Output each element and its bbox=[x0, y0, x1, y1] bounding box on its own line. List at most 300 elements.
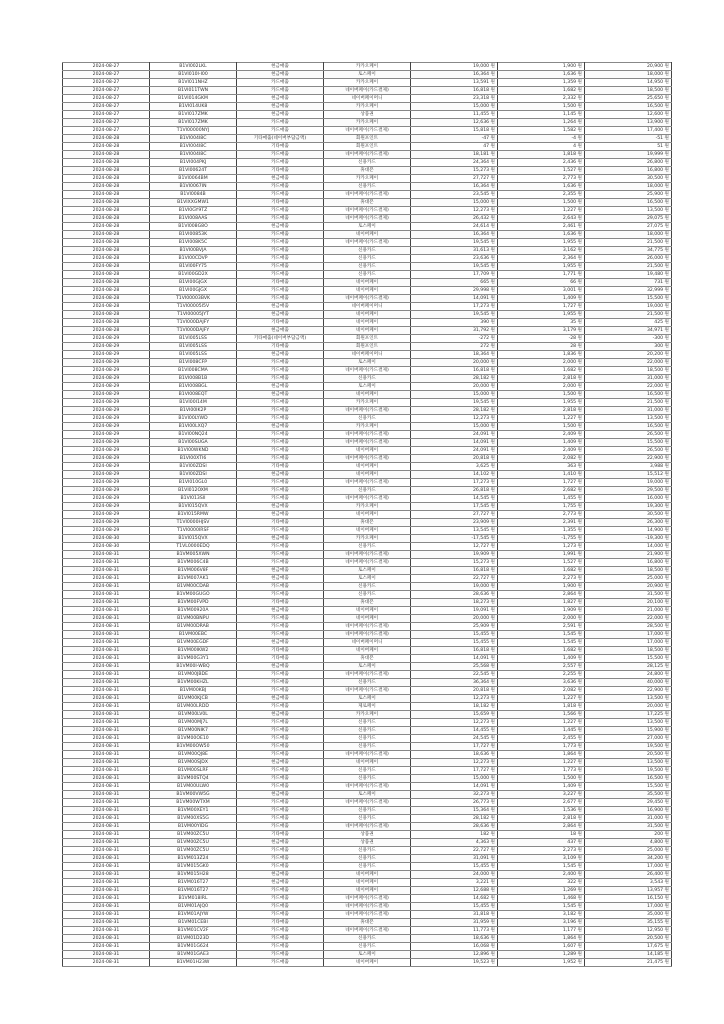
amount-value: 300 bbox=[654, 344, 664, 349]
order-id-cell: B1VM00FVPD bbox=[150, 599, 237, 607]
amount-value: 26,432 bbox=[473, 216, 490, 221]
currency-unit: 원 bbox=[490, 208, 495, 213]
vat-cell bbox=[498, 367, 585, 375]
supply-amount-cell bbox=[411, 735, 498, 743]
amount-value: 15,000 bbox=[473, 104, 490, 109]
supply-amount-cell bbox=[411, 447, 498, 455]
currency-unit: 원 bbox=[490, 880, 495, 885]
currency-unit: 원 bbox=[664, 896, 669, 901]
currency-unit: 원 bbox=[577, 888, 582, 893]
payment-method-cell: 상품권 bbox=[324, 839, 411, 847]
currency-unit: 원 bbox=[490, 200, 495, 205]
date-cell: 2024-08-30 bbox=[63, 543, 150, 551]
currency-unit: 원 bbox=[577, 328, 582, 333]
currency-unit: 원 bbox=[577, 912, 582, 917]
payment-method-cell: 신용카드 bbox=[324, 679, 411, 687]
total-amount-cell bbox=[585, 199, 672, 207]
total-amount-cell bbox=[585, 255, 672, 263]
date-cell: 2024-08-31 bbox=[63, 863, 150, 871]
sales-type-cell: 카드매출 bbox=[237, 239, 324, 247]
sales-type-cell: 카드매출 bbox=[237, 615, 324, 623]
currency-unit: 원 bbox=[490, 248, 495, 253]
currency-unit: 원 bbox=[664, 672, 669, 677]
table-row bbox=[63, 831, 672, 839]
amount-value: 28,182 bbox=[473, 408, 490, 413]
order-id-cell: B1VM01H23W bbox=[150, 959, 237, 967]
currency-unit: 원 bbox=[490, 448, 495, 453]
total-amount-cell bbox=[585, 151, 672, 159]
sales-type-cell: 현금매출 bbox=[237, 351, 324, 359]
currency-unit: 원 bbox=[577, 864, 582, 869]
order-id-cell: B1VM00OE10 bbox=[150, 735, 237, 743]
amount-value: 17,225 bbox=[647, 712, 664, 717]
amount-value: 16,500 bbox=[647, 776, 664, 781]
amount-value: 17,709 bbox=[473, 272, 490, 277]
order-id-cell: B1VI00WKND bbox=[150, 447, 237, 455]
currency-unit: 원 bbox=[490, 824, 495, 829]
supply-amount-cell bbox=[411, 79, 498, 87]
currency-unit: 원 bbox=[490, 304, 495, 309]
payment-method-cell: 네이버페이(카드결제) bbox=[324, 687, 411, 695]
vat-cell bbox=[498, 863, 585, 871]
currency-unit: 원 bbox=[577, 112, 582, 117]
payment-method-cell: 신용카드 bbox=[324, 271, 411, 279]
currency-unit: 원 bbox=[490, 520, 495, 525]
amount-value: 16,500 bbox=[647, 392, 664, 397]
amount-value: 3,988 bbox=[649, 464, 664, 469]
currency-unit: 원 bbox=[664, 528, 669, 533]
vat-cell bbox=[498, 775, 585, 783]
currency-unit: 원 bbox=[490, 224, 495, 229]
amount-value: 29,075 bbox=[647, 216, 664, 221]
currency-unit: 원 bbox=[664, 88, 669, 93]
amount-value: 18,636 bbox=[473, 752, 490, 757]
sales-type-cell: 카드매출 bbox=[237, 671, 324, 679]
currency-unit: 원 bbox=[577, 488, 582, 493]
vat-cell bbox=[498, 159, 585, 167]
payment-method-cell: 신용카드 bbox=[324, 159, 411, 167]
amount-value: 2,332 bbox=[562, 96, 577, 101]
table-row bbox=[63, 815, 672, 823]
total-amount-cell bbox=[585, 719, 672, 727]
table-row bbox=[63, 583, 672, 591]
table-row bbox=[63, 823, 672, 831]
currency-unit: 원 bbox=[490, 680, 495, 685]
currency-unit: 원 bbox=[577, 256, 582, 261]
table-row bbox=[63, 663, 672, 671]
total-amount-cell bbox=[585, 823, 672, 831]
vat-cell bbox=[498, 927, 585, 935]
currency-unit: 원 bbox=[577, 200, 582, 205]
amount-value: 17,675 bbox=[647, 944, 664, 949]
date-cell: 2024-08-31 bbox=[63, 671, 150, 679]
order-id-cell: B1VI008CMA bbox=[150, 367, 237, 375]
total-amount-cell bbox=[585, 479, 672, 487]
supply-amount-cell bbox=[411, 231, 498, 239]
amount-value: 21,500 bbox=[647, 264, 664, 269]
total-amount-cell bbox=[585, 695, 672, 703]
table-row bbox=[63, 543, 672, 551]
amount-value: 23,318 bbox=[473, 96, 490, 101]
table-row bbox=[63, 519, 672, 527]
currency-unit: 원 bbox=[577, 624, 582, 629]
currency-unit: 원 bbox=[577, 528, 582, 533]
amount-value: 16,000 bbox=[647, 496, 664, 501]
currency-unit: 원 bbox=[664, 480, 669, 485]
vat-cell bbox=[498, 695, 585, 703]
amount-value: 1,409 bbox=[562, 296, 577, 301]
amount-value: 425 bbox=[654, 320, 664, 325]
amount-value: 1,227 bbox=[562, 760, 577, 765]
currency-unit: 원 bbox=[577, 608, 582, 613]
date-cell: 2024-08-28 bbox=[63, 223, 150, 231]
vat-cell bbox=[498, 703, 585, 711]
currency-unit: 원 bbox=[490, 944, 495, 949]
amount-value: 15,512 bbox=[647, 472, 664, 477]
amount-value: 19,909 bbox=[473, 552, 490, 557]
currency-unit: 원 bbox=[577, 936, 582, 941]
table-row bbox=[63, 255, 672, 263]
date-cell: 2024-08-31 bbox=[63, 823, 150, 831]
amount-value: 2,864 bbox=[562, 824, 577, 829]
total-amount-cell bbox=[585, 327, 672, 335]
currency-unit: 원 bbox=[577, 360, 582, 365]
currency-unit: 원 bbox=[577, 72, 582, 77]
total-amount-cell bbox=[585, 495, 672, 503]
currency-unit: 원 bbox=[577, 136, 582, 141]
amount-value: 14,091 bbox=[473, 440, 490, 445]
date-cell: 2024-08-31 bbox=[63, 751, 150, 759]
table-row bbox=[63, 375, 672, 383]
total-amount-cell bbox=[585, 935, 672, 943]
payment-method-cell: 신용카드 bbox=[324, 263, 411, 271]
amount-value: 35 bbox=[570, 320, 577, 325]
amount-value: 31,500 bbox=[647, 592, 664, 597]
amount-value: 15,500 bbox=[647, 440, 664, 445]
currency-unit: 원 bbox=[577, 672, 582, 677]
order-id-cell: B1VM016T27 bbox=[150, 887, 237, 895]
order-id-cell: B1VI008G8O bbox=[150, 223, 237, 231]
currency-unit: 원 bbox=[490, 216, 495, 221]
sales-type-cell: 현금매출 bbox=[237, 111, 324, 119]
amount-value: 51 bbox=[657, 144, 664, 149]
table-row bbox=[63, 951, 672, 959]
table-row bbox=[63, 383, 672, 391]
supply-amount-cell bbox=[411, 343, 498, 351]
supply-amount-cell bbox=[411, 599, 498, 607]
currency-unit: 원 bbox=[577, 392, 582, 397]
date-cell: 2024-08-28 bbox=[63, 327, 150, 335]
vat-cell bbox=[498, 151, 585, 159]
payment-method-cell: 신용카드 bbox=[324, 735, 411, 743]
amount-value: 27,727 bbox=[473, 176, 490, 181]
amount-value: 1,955 bbox=[562, 240, 577, 245]
order-id-cell: B1VI00NQ24 bbox=[150, 431, 237, 439]
amount-value: 17,273 bbox=[473, 480, 490, 485]
sales-type-cell: 현금매출 bbox=[237, 663, 324, 671]
date-cell: 2024-08-29 bbox=[63, 439, 150, 447]
currency-unit: 원 bbox=[490, 112, 495, 117]
total-amount-cell bbox=[585, 311, 672, 319]
supply-amount-cell bbox=[411, 919, 498, 927]
supply-amount-cell bbox=[411, 567, 498, 575]
sales-type-cell: 카드매출 bbox=[237, 959, 324, 967]
amount-value: 1,545 bbox=[562, 640, 577, 645]
date-cell: 2024-08-29 bbox=[63, 527, 150, 535]
supply-amount-cell bbox=[411, 103, 498, 111]
vat-cell bbox=[498, 807, 585, 815]
currency-unit: 원 bbox=[490, 392, 495, 397]
order-id-cell: T1VI000DAJFY bbox=[150, 327, 237, 335]
order-id-cell: B1VM00WTXM bbox=[150, 799, 237, 807]
currency-unit: 원 bbox=[490, 928, 495, 933]
payment-method-cell: 네이버페이(카드결제) bbox=[324, 823, 411, 831]
payment-method-cell: 토스페이 bbox=[324, 359, 411, 367]
currency-unit: 원 bbox=[490, 696, 495, 701]
currency-unit: 원 bbox=[664, 768, 669, 773]
supply-amount-cell bbox=[411, 527, 498, 535]
amount-value: 35,155 bbox=[647, 920, 664, 925]
total-amount-cell bbox=[585, 895, 672, 903]
amount-value: 47 bbox=[483, 144, 490, 149]
sales-type-cell: 현금매출 bbox=[237, 511, 324, 519]
currency-unit: 원 bbox=[490, 64, 495, 69]
date-cell: 2024-08-31 bbox=[63, 847, 150, 855]
date-cell: 2024-08-31 bbox=[63, 599, 150, 607]
table-row bbox=[63, 183, 672, 191]
sales-type-cell: 카드매출 bbox=[237, 415, 324, 423]
table-row bbox=[63, 479, 672, 487]
payment-method-cell: 네이버페이 bbox=[324, 279, 411, 287]
vat-cell bbox=[498, 903, 585, 911]
amount-value: 17,000 bbox=[647, 864, 664, 869]
table-row bbox=[63, 807, 672, 815]
order-id-cell: B1VI005LSS bbox=[150, 351, 237, 359]
currency-unit: 원 bbox=[577, 584, 582, 589]
amount-value: 14,185 bbox=[647, 952, 664, 957]
sales-type-cell: 카드매출 bbox=[237, 767, 324, 775]
amount-value: 29,500 bbox=[647, 488, 664, 493]
amount-value: 36,364 bbox=[473, 680, 490, 685]
date-cell: 2024-08-31 bbox=[63, 711, 150, 719]
vat-cell bbox=[498, 567, 585, 575]
sales-type-cell: 카드매출 bbox=[237, 191, 324, 199]
order-id-cell: B1VI00ZDSI bbox=[150, 471, 237, 479]
payment-method-cell: 네이버페이 bbox=[324, 759, 411, 767]
amount-value: 15,000 bbox=[473, 200, 490, 205]
supply-amount-cell bbox=[411, 263, 498, 271]
payment-method-cell: 카카오페이 bbox=[324, 63, 411, 71]
date-cell: 2024-08-29 bbox=[63, 471, 150, 479]
date-cell: 2024-08-31 bbox=[63, 927, 150, 935]
amount-value: 1,636 bbox=[562, 232, 577, 237]
payment-method-cell: 회원포인트 bbox=[324, 135, 411, 143]
vat-cell bbox=[498, 175, 585, 183]
sales-type-cell: 카드매출 bbox=[237, 407, 324, 415]
vat-cell bbox=[498, 639, 585, 647]
order-id-cell: B1VM00XS5G bbox=[150, 815, 237, 823]
table-row bbox=[63, 167, 672, 175]
currency-unit: 원 bbox=[664, 760, 669, 765]
order-id-cell: B1VM00EBC bbox=[150, 631, 237, 639]
amount-value: 26,818 bbox=[473, 488, 490, 493]
order-id-cell: B1VI002LKL bbox=[150, 63, 237, 71]
sales-type-cell: 카드매출 bbox=[237, 271, 324, 279]
total-amount-cell bbox=[585, 463, 672, 471]
supply-amount-cell bbox=[411, 911, 498, 919]
date-cell: 2024-08-31 bbox=[63, 631, 150, 639]
date-cell: 2024-08-29 bbox=[63, 495, 150, 503]
amount-value: 13,591 bbox=[473, 80, 490, 85]
amount-value: 16,364 bbox=[473, 184, 490, 189]
amount-value: 3,636 bbox=[562, 680, 577, 685]
currency-unit: 원 bbox=[664, 408, 669, 413]
amount-value: 13,900 bbox=[647, 120, 664, 125]
order-id-cell: B1VM00YIDG bbox=[150, 823, 237, 831]
supply-amount-cell bbox=[411, 423, 498, 431]
amount-value: 29,998 bbox=[473, 288, 490, 293]
currency-unit: 원 bbox=[490, 848, 495, 853]
amount-value: 19,523 bbox=[473, 960, 490, 965]
amount-value: 1,545 bbox=[562, 632, 577, 637]
amount-value: 1,500 bbox=[562, 776, 577, 781]
table-row bbox=[63, 735, 672, 743]
currency-unit: 원 bbox=[490, 408, 495, 413]
amount-value: 19,000 bbox=[473, 64, 490, 69]
amount-value: 12,950 bbox=[647, 928, 664, 933]
amount-value: 3,179 bbox=[562, 328, 577, 333]
currency-unit: 원 bbox=[577, 760, 582, 765]
total-amount-cell bbox=[585, 71, 672, 79]
sales-type-cell: 카드매출 bbox=[237, 943, 324, 951]
currency-unit: 원 bbox=[577, 560, 582, 565]
total-amount-cell bbox=[585, 63, 672, 71]
date-cell: 2024-08-29 bbox=[63, 487, 150, 495]
sales-type-cell: 현금매출 bbox=[237, 103, 324, 111]
order-id-cell: B1VM00SJDX bbox=[150, 759, 237, 767]
order-id-cell: B1VIXXGMW1 bbox=[150, 199, 237, 207]
order-id-cell: B1VI010I-I00 bbox=[150, 71, 237, 79]
sales-type-cell: 기타매출(네이버부담금액) bbox=[237, 335, 324, 343]
amount-value: 26,400 bbox=[647, 872, 664, 877]
sales-type-cell: 카드매출 bbox=[237, 263, 324, 271]
payment-method-cell: 토스페이 bbox=[324, 383, 411, 391]
total-amount-cell bbox=[585, 559, 672, 567]
payment-method-cell: 네이버페이 bbox=[324, 319, 411, 327]
currency-unit: 원 bbox=[664, 720, 669, 725]
vat-cell bbox=[498, 103, 585, 111]
date-cell: 2024-08-28 bbox=[63, 207, 150, 215]
total-amount-cell bbox=[585, 135, 672, 143]
currency-unit: 원 bbox=[490, 728, 495, 733]
amount-value: 1,607 bbox=[562, 944, 577, 949]
amount-value: 15,000 bbox=[473, 776, 490, 781]
currency-unit: 원 bbox=[664, 800, 669, 805]
date-cell: 2024-08-29 bbox=[63, 335, 150, 343]
payment-method-cell: 카카오페이 bbox=[324, 399, 411, 407]
order-id-cell: B1VM00920A bbox=[150, 607, 237, 615]
amount-value: 28,182 bbox=[473, 376, 490, 381]
sales-type-cell: 카드매출 bbox=[237, 375, 324, 383]
vat-cell bbox=[498, 791, 585, 799]
total-amount-cell bbox=[585, 167, 672, 175]
date-cell: 2024-08-29 bbox=[63, 447, 150, 455]
payment-method-cell: 네이버페이(카드결제) bbox=[324, 479, 411, 487]
currency-unit: 원 bbox=[577, 840, 582, 845]
sales-type-cell: 카드매출 bbox=[237, 895, 324, 903]
amount-value: -47 bbox=[481, 136, 490, 141]
currency-unit: 원 bbox=[664, 848, 669, 853]
payment-method-cell: 네이버페이(카드결제) bbox=[324, 455, 411, 463]
amount-value: 1,500 bbox=[562, 200, 577, 205]
supply-amount-cell bbox=[411, 95, 498, 103]
order-id-cell: B1VM00JBDE bbox=[150, 671, 237, 679]
date-cell: 2024-08-31 bbox=[63, 575, 150, 583]
sales-type-cell: 기타매출 bbox=[237, 831, 324, 839]
vat-cell bbox=[498, 231, 585, 239]
currency-unit: 원 bbox=[490, 584, 495, 589]
currency-unit: 원 bbox=[664, 888, 669, 893]
amount-value: 19,545 bbox=[473, 400, 490, 405]
amount-value: 3,221 bbox=[475, 880, 490, 885]
currency-unit: 원 bbox=[664, 576, 669, 581]
payment-method-cell: 네이버페이 bbox=[324, 463, 411, 471]
currency-unit: 원 bbox=[664, 536, 669, 541]
table-row bbox=[63, 871, 672, 879]
amount-value: 16,818 bbox=[473, 648, 490, 653]
order-id-cell: B1VI017ZMK bbox=[150, 119, 237, 127]
amount-value: 16,900 bbox=[647, 808, 664, 813]
payment-method-cell: 토스페이 bbox=[324, 71, 411, 79]
supply-amount-cell bbox=[411, 791, 498, 799]
amount-value: 20,900 bbox=[647, 584, 664, 589]
payment-method-cell: 네이버페이 bbox=[324, 391, 411, 399]
total-amount-cell bbox=[585, 791, 672, 799]
date-cell: 2024-08-31 bbox=[63, 815, 150, 823]
vat-cell bbox=[498, 575, 585, 583]
amount-value: 21,500 bbox=[647, 312, 664, 317]
sales-type-cell: 카드매출 bbox=[237, 911, 324, 919]
payment-method-cell: 토스페이 bbox=[324, 663, 411, 671]
amount-value: 17,727 bbox=[473, 744, 490, 749]
table-row bbox=[63, 607, 672, 615]
vat-cell bbox=[498, 559, 585, 567]
currency-unit: 원 bbox=[577, 800, 582, 805]
date-cell: 2024-08-28 bbox=[63, 175, 150, 183]
currency-unit: 원 bbox=[490, 456, 495, 461]
total-amount-cell bbox=[585, 287, 672, 295]
amount-value: 20,000 bbox=[473, 616, 490, 621]
sales-type-cell: 현금매출 bbox=[237, 695, 324, 703]
currency-unit: 원 bbox=[490, 952, 495, 957]
amount-value: 16,818 bbox=[473, 368, 490, 373]
order-id-cell: B1VI00GJGX bbox=[150, 279, 237, 287]
sales-type-cell: 현금매출 bbox=[237, 503, 324, 511]
amount-value: 16,364 bbox=[473, 232, 490, 237]
total-amount-cell bbox=[585, 543, 672, 551]
sales-type-cell: 카드매출 bbox=[237, 551, 324, 559]
supply-amount-cell bbox=[411, 479, 498, 487]
currency-unit: 원 bbox=[490, 672, 495, 677]
table-row bbox=[63, 295, 672, 303]
currency-unit: 원 bbox=[490, 416, 495, 421]
order-id-cell: B1VM00KHZL bbox=[150, 679, 237, 687]
currency-unit: 원 bbox=[664, 744, 669, 749]
supply-amount-cell bbox=[411, 463, 498, 471]
currency-unit: 원 bbox=[490, 256, 495, 261]
amount-value: 24,091 bbox=[473, 432, 490, 437]
currency-unit: 원 bbox=[490, 936, 495, 941]
